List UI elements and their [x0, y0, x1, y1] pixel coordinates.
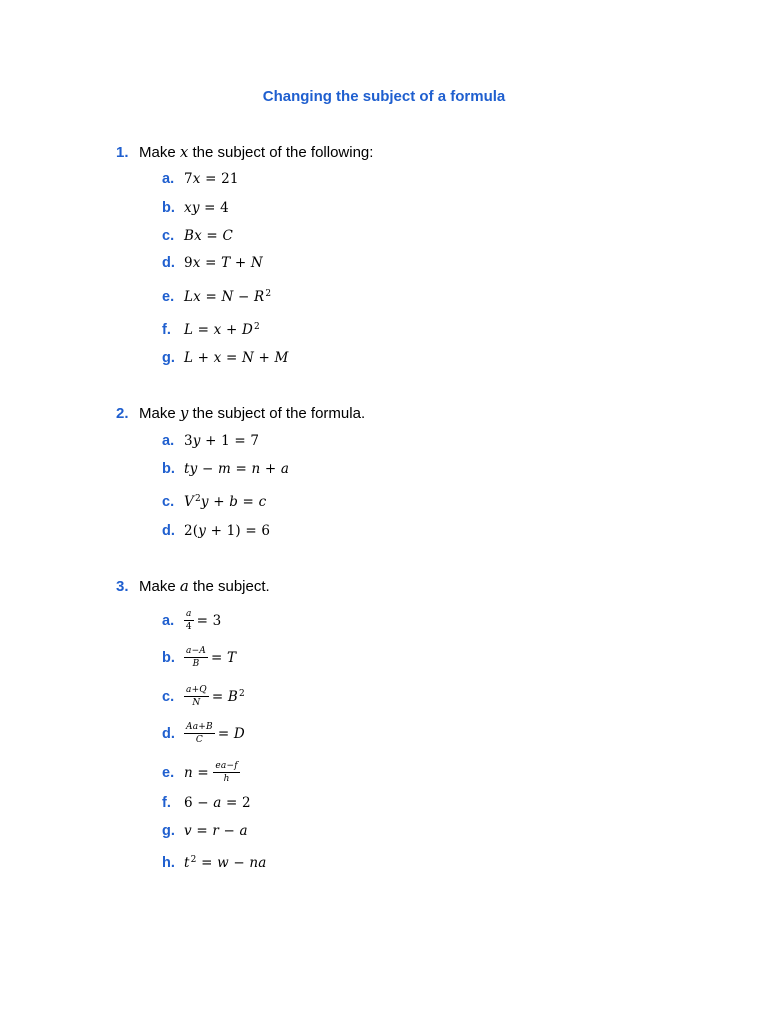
- question-variable: y: [179, 404, 189, 422]
- expression: 7x = 21: [184, 171, 239, 187]
- question-number: 2.: [116, 405, 129, 422]
- part-2a: a. 3y + 1 = 7: [162, 433, 260, 449]
- question-1-prompt: 1. Make x the subject of the following:: [116, 143, 374, 161]
- part-3g: g. v = r − a: [162, 823, 248, 839]
- part-3h: h. $t^2 = w$ − na: [162, 855, 267, 871]
- expression: $\frac{a-A}{B}$ = T: [186, 646, 237, 669]
- question-variable: a: [179, 577, 189, 595]
- part-3a: a. $\frac{a}{4}$ = 3: [162, 609, 222, 632]
- expression: $Lx = N - R^2$: [184, 289, 272, 305]
- expression: 3y + 1 = 7: [184, 433, 260, 449]
- part-1d: d. 9x = T + N: [162, 255, 263, 271]
- fraction: $\frac{Aa+B}{C}$: [186, 722, 213, 745]
- part-1c: c. Bx = C: [162, 228, 233, 244]
- part-3c: c. $\frac{a+Q}{N}$ = $B^2$: [162, 685, 245, 708]
- part-3b: b. $\frac{a-A}{B}$ = T: [162, 646, 237, 669]
- expression: Bx = C: [184, 228, 233, 244]
- question-2-prompt: 2. Make y the subject of the formula.: [116, 404, 366, 422]
- part-3e: e. n = $\frac{ea-f}{h}$: [162, 762, 243, 785]
- part-1b: b. xy = 4: [162, 200, 229, 216]
- part-3f: f. 6 − a = 2: [162, 795, 251, 811]
- expression: xy = 4: [184, 200, 229, 216]
- fraction: $\frac{a-A}{B}$: [186, 646, 207, 669]
- part-1f: f. $L = x + D^2$: [162, 322, 260, 338]
- expression: $\frac{a}{4}$ = 3: [185, 609, 222, 632]
- question-number: 3.: [116, 578, 129, 595]
- part-2b: b. ty − m = n + a: [162, 461, 290, 477]
- expression: 2(y + 1) = 6: [184, 523, 271, 539]
- part-2c: c. $V^2y + b = c$: [162, 494, 267, 510]
- expression: 6 − a = 2: [184, 795, 251, 811]
- fraction: $\frac{a+Q}{N}$: [186, 685, 207, 708]
- question-3-prompt: 3. Make a the subject.: [116, 577, 270, 595]
- expression: $\frac{Aa+B}{C}$ = D: [186, 722, 245, 745]
- expression: $L = x + D^2$: [184, 322, 260, 338]
- part-3d: d. $\frac{Aa+B}{C}$ = D: [162, 722, 245, 745]
- part-1a: a. 7x = 21: [162, 171, 239, 187]
- question-variable: x: [179, 143, 189, 161]
- part-1g: g. L + x = N + M: [162, 350, 289, 366]
- part-1e: e. $Lx = N - R^2$: [162, 289, 272, 305]
- expression: $t^2 = w$ − na: [184, 855, 267, 871]
- expression: 9x = T + N: [184, 255, 263, 271]
- page-title: Changing the subject of a formula: [262, 88, 506, 105]
- expression: v = r − a: [184, 823, 248, 839]
- expression: ty − m = n + a: [184, 461, 290, 477]
- expression: $V^2y + b = c$: [184, 494, 267, 510]
- expression: L + x = N + M: [184, 350, 289, 366]
- part-2d: d. 2(y + 1) = 6: [162, 523, 271, 539]
- fraction: $\frac{a}{4}$: [185, 609, 192, 632]
- expression: $\frac{a+Q}{N}$ = $B^2$: [186, 685, 245, 708]
- fraction: $\frac{ea-f}{h}$: [215, 761, 238, 784]
- expression: n = $\frac{ea-f}{h}$: [184, 761, 238, 784]
- question-number: 1.: [116, 144, 129, 161]
